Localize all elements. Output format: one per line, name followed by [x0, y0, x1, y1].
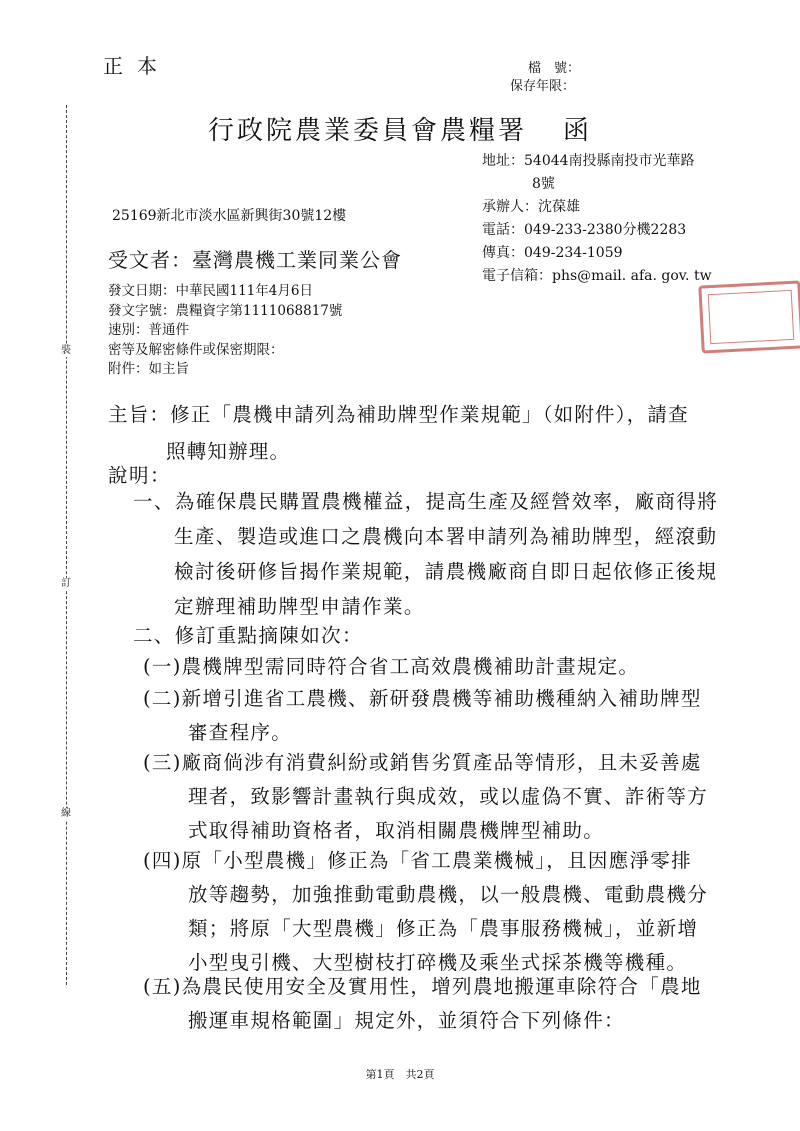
attachment: 附件：如主旨 [108, 361, 189, 377]
sub-item-line: (一)農機牌型需同時符合省工高效農機補助計畫規定。 [143, 655, 640, 678]
sub-item-line: (四)原「小型農機」修正為「省工農業機械」，且因應淨零排 [143, 849, 692, 872]
phone: 電話：049-233-2380分機2283 [482, 222, 687, 238]
sub-item-line: 式取得補助資格者，取消相關農機牌型補助。 [188, 819, 605, 842]
meta-block [108, 282, 342, 380]
binding-line [66, 105, 67, 985]
binding-char: 線 [61, 808, 71, 819]
binding-char: 裝 [61, 345, 71, 356]
sub-item-line: 審查程序。 [188, 721, 293, 744]
sub-item-line: 小型曳引機、大型樹枝打碎機及乘坐式採茶機等機種。 [188, 951, 688, 974]
item-line: 定辦理補助牌型申請作業。 [174, 595, 425, 618]
sub-item-5 [143, 970, 702, 1038]
sub-item-3 [143, 746, 708, 848]
recipient-address: 25169新北市淡水區新興街30號12樓 [112, 208, 347, 224]
sub-item-line: (五)為農民使用安全及實用性，增列農地搬運車除符合「農地 [143, 975, 702, 998]
speed: 速別：普通件 [108, 322, 189, 338]
item-line: 二、修訂重點摘陳如次： [133, 624, 363, 647]
address-line-2: 8號 [532, 176, 555, 192]
retention-label: 保存年限： [510, 79, 576, 94]
file-number-label: 檔 號： [528, 61, 581, 76]
page-footer: 第1頁 共2頁 [365, 1068, 435, 1081]
explanation-item-1 [133, 484, 718, 624]
seal-inner-border [708, 290, 795, 344]
subject-line: 主旨：修正「農機申請列為補助牌型作業規範」（如附件），請查 [108, 403, 689, 426]
item-line: 一、為確保農民購置農機權益，提高生產及經營效率，廠商得將 [133, 490, 719, 513]
item-line: 生產、製造或進口之農機向本署申請列為補助牌型，經滾動 [174, 525, 718, 548]
item-line: 檢討後研修旨揭作業規範，請農機廠商自即日起依修正後規 [174, 560, 718, 583]
subject [108, 396, 689, 470]
sub-item-4 [143, 844, 708, 980]
sub-item-line: (二)新增引進省工農機、新研發農機等補助機種納入補助牌型 [143, 687, 702, 710]
file-info [510, 60, 580, 96]
explanation-item-2 [133, 618, 363, 653]
secrecy: 密等及解密條件或保密期限： [108, 341, 284, 358]
binding-char: 訂 [61, 578, 71, 589]
document-title [0, 110, 800, 147]
sub-item-line: 放等趨勢，加強推動電動農機，以一般農機、電動農機分 [188, 883, 709, 906]
receiver: 受文者：臺灣農機工業同業公會 [108, 248, 402, 272]
sub-item-2 [143, 682, 702, 750]
contact-block [482, 150, 712, 288]
issuing-org: 行政院農業委員會農糧署 [207, 116, 527, 146]
doc-number: 發文字號：農糧資字第1111068817號 [108, 302, 343, 319]
fax: 傳真：049-234-1059 [482, 245, 623, 261]
explanation-heading: 說明： [108, 464, 172, 487]
sub-item-line: 理者，致影響計畫執行與成效，或以虛偽不實、詐術等方 [188, 785, 709, 808]
sub-item-1 [143, 650, 639, 684]
sub-item-line: 搬運車規格範圍」規定外，並須符合下列條件： [188, 1009, 625, 1032]
handler: 承辦人：沈葆雄 [482, 199, 580, 215]
sub-item-line: (三)廠商倘涉有消費糾紛或銷售劣質產品等情形，且未妥善處 [143, 751, 702, 774]
subject-line: 照轉知辦理。 [166, 440, 291, 463]
sub-item-line: 類；將原「大型農機」修正為「農事服務機械」，並新增 [188, 917, 699, 940]
copy-mark: 正本 [103, 54, 171, 78]
document-type: 函 [563, 116, 593, 146]
official-seal-stamp [698, 280, 800, 353]
issue-date: 發文日期：中華民國111年4月6日 [108, 283, 313, 299]
address-line: 地址：54044南投縣南投市光華路 [482, 153, 695, 169]
email: 電子信箱：phs@mail. afa. gov. tw [482, 268, 712, 284]
